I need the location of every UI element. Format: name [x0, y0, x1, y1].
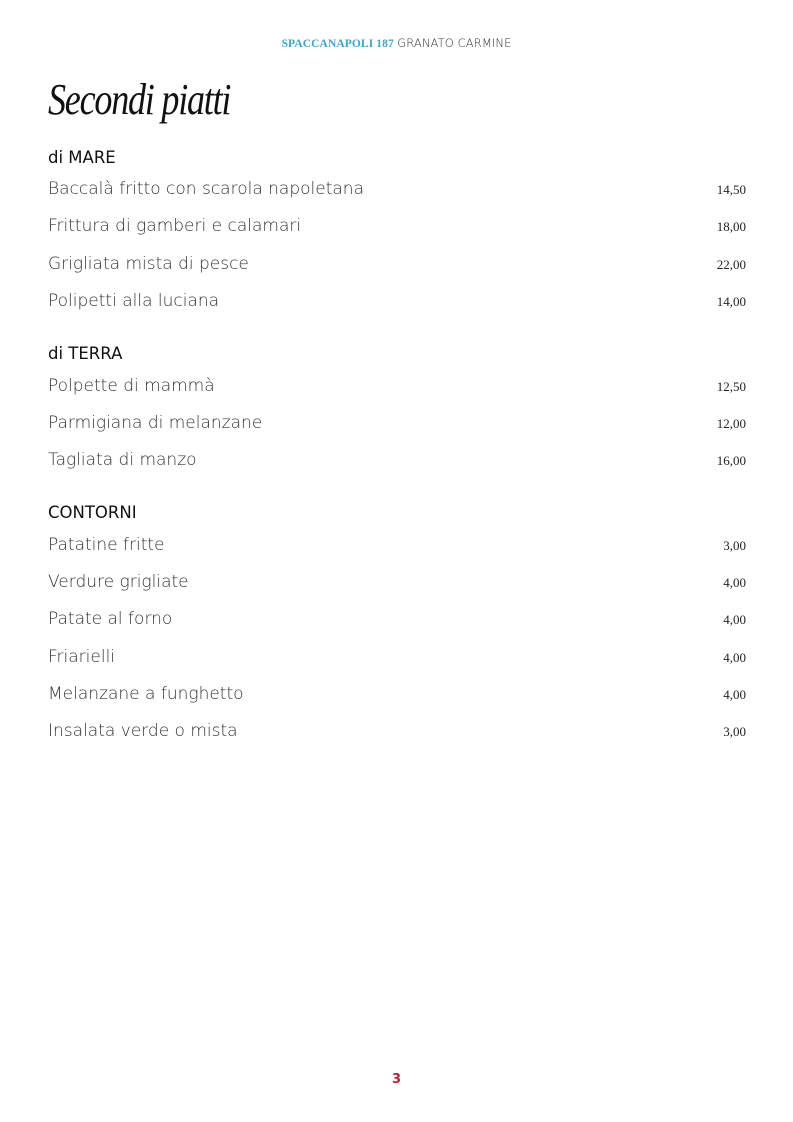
item-name: Patate al forno [48, 609, 173, 629]
item-price: 4,00 [723, 687, 746, 702]
menu-item [48, 684, 746, 704]
item-name: Polpette di mammà [48, 376, 215, 396]
menu-item [48, 179, 746, 199]
page-number: 3 [391, 1072, 402, 1087]
item-price: 14,00 [716, 294, 746, 309]
menu-item [48, 450, 746, 470]
item-name: Insalata verde o mista [48, 721, 238, 741]
item-price: 14,50 [716, 182, 746, 197]
item-price: 4,00 [723, 650, 746, 665]
section-heading-terra: di TERRA [48, 344, 123, 363]
item-price: 3,00 [723, 538, 746, 553]
item-name: Frittura di gamberi e calamari [48, 216, 302, 236]
menu-item [48, 647, 746, 667]
restaurant-brand: SPACCANAPOLI 187 [281, 38, 394, 50]
item-name: Melanzane a funghetto [48, 684, 244, 704]
item-name: Patatine fritte [48, 535, 165, 555]
menu-item [48, 216, 746, 236]
item-price: 4,00 [723, 612, 746, 627]
item-price: 12,00 [716, 416, 746, 431]
item-name: Grigliata mista di pesce [48, 254, 249, 274]
owner-name: GRANATO CARMINE [397, 36, 512, 50]
section-heading-mare: di MARE [48, 148, 116, 167]
menu-item [48, 609, 746, 629]
item-price: 12,50 [716, 379, 746, 394]
menu-item [48, 572, 746, 592]
item-name: Baccalà fritto con scarola napoletana [48, 179, 364, 199]
menu-item [48, 721, 746, 741]
page-title: Secondi piatti [48, 75, 231, 124]
menu-item [48, 535, 746, 555]
item-price: 22,00 [716, 257, 746, 272]
item-name: Friarielli [48, 647, 116, 667]
menu-item [48, 376, 746, 396]
menu-item [48, 413, 746, 433]
page-header [0, 36, 793, 50]
menu-item [48, 254, 746, 274]
item-price: 18,00 [716, 219, 746, 234]
item-price: 3,00 [723, 724, 746, 739]
item-price: 4,00 [723, 575, 746, 590]
item-name: Verdure grigliate [48, 572, 189, 592]
item-name: Polipetti alla luciana [48, 291, 220, 311]
item-price: 16,00 [716, 453, 746, 468]
menu-item [48, 291, 746, 311]
section-heading-contorni: CONTORNI [48, 503, 137, 522]
item-name: Parmigiana di melanzane [48, 413, 263, 433]
item-name: Tagliata di manzo [48, 450, 197, 470]
